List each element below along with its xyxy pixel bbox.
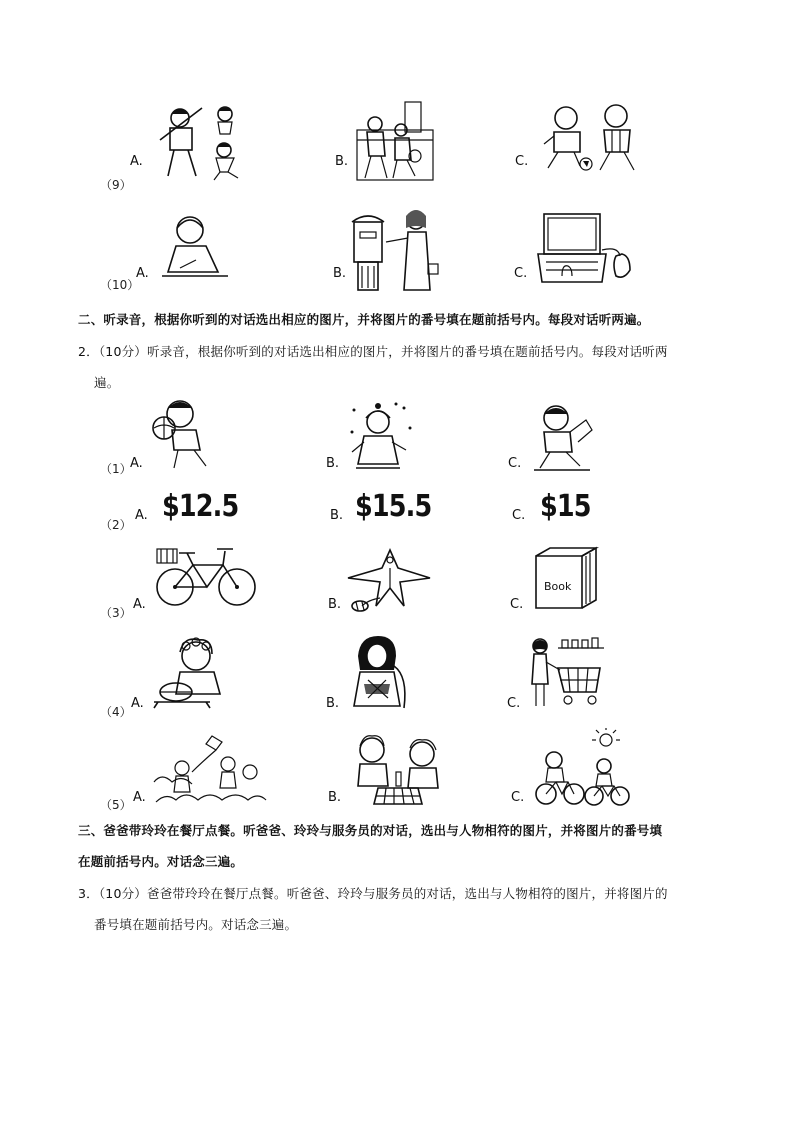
price-c: $15: [540, 489, 591, 524]
option-a-label: A.: [130, 154, 143, 169]
option-c-label: C.: [514, 266, 528, 281]
bicycle-icon: [153, 545, 263, 609]
book-label: Book: [544, 580, 572, 593]
kite-icon: [344, 548, 434, 612]
question-number: （9）: [100, 178, 132, 192]
price-b: $15.5: [355, 489, 432, 524]
section-3-title: 三、爸爸带玲玲在餐厅点餐。听爸爸、玲玲与服务员的对话，选出与人物相符的图片，并将图片的番号填: [78, 823, 663, 838]
kids-park-kite-icon: [152, 732, 268, 806]
question-number: （2）: [100, 518, 132, 532]
option-c-label: C.: [512, 508, 526, 523]
option-b-label: B.: [326, 456, 340, 471]
price-a: $12.5: [162, 489, 239, 524]
question-3-text-continued: 番号填在题前括号内。对话念三遍。: [94, 917, 298, 932]
question-number: （10）: [100, 278, 140, 292]
section-2-title: 二、听录音，根据你听到的对话选出相应的图片，并将图片的番号填在题前括号内。每段对话听两遍。: [78, 312, 650, 327]
option-c-label: C.: [507, 696, 521, 711]
woman-shopping-cart-icon: [528, 636, 608, 712]
girl-writing-icon: [160, 212, 230, 284]
option-b-label: B.: [335, 154, 349, 169]
option-b-label: B.: [330, 508, 344, 523]
woman-mailbox-icon: [350, 208, 445, 292]
question-number: （3）: [100, 606, 132, 620]
child-snow-icon: [348, 402, 418, 472]
option-a-label: A.: [131, 696, 144, 711]
boy-basketball-icon: [150, 398, 220, 472]
option-b-label: B.: [328, 597, 342, 612]
woman-cooking-icon: [150, 636, 230, 710]
option-a-label: A.: [136, 266, 149, 281]
option-c-label: C.: [515, 154, 529, 169]
kids-cycling-icon: [532, 730, 632, 808]
option-b-label: B.: [333, 266, 347, 281]
question-3-text: 3．（10分）爸爸带玲玲在餐厅点餐。听爸爸、玲玲与服务员的对话，选出与人物相符的图片，并将图片的: [78, 886, 668, 901]
option-c-label: C.: [511, 790, 525, 805]
woman-knitting-icon: [350, 636, 410, 712]
section-3-title-continued: 在题前括号内。对话念三遍。: [78, 854, 244, 869]
baseball-children-icon: [150, 100, 250, 182]
option-a-label: A.: [130, 456, 143, 471]
question-number: （5）: [100, 798, 132, 812]
question-number: （4）: [100, 705, 132, 719]
kids-playing-chess-icon: [352, 732, 448, 808]
question-2-text: 2．（10分）听录音，根据你听到的对话选出相应的图片，并将图片的番号填在题前括号内。每段对话听两: [78, 344, 668, 359]
option-a-label: A.: [133, 790, 146, 805]
school-gate-kids-icon: [355, 100, 435, 182]
option-b-label: B.: [328, 790, 342, 805]
question-number: （1）: [100, 462, 132, 476]
option-c-label: C.: [508, 456, 522, 471]
option-c-label: C.: [510, 597, 524, 612]
football-kids-icon: [540, 104, 640, 176]
option-a-label: A.: [135, 508, 148, 523]
book-icon: [532, 546, 602, 610]
laptop-mouse-icon: [538, 210, 638, 286]
option-b-label: B.: [326, 696, 340, 711]
question-2-text-continued: 遍。: [94, 375, 120, 390]
option-a-label: A.: [133, 597, 146, 612]
boy-kite-icon: [530, 402, 600, 472]
